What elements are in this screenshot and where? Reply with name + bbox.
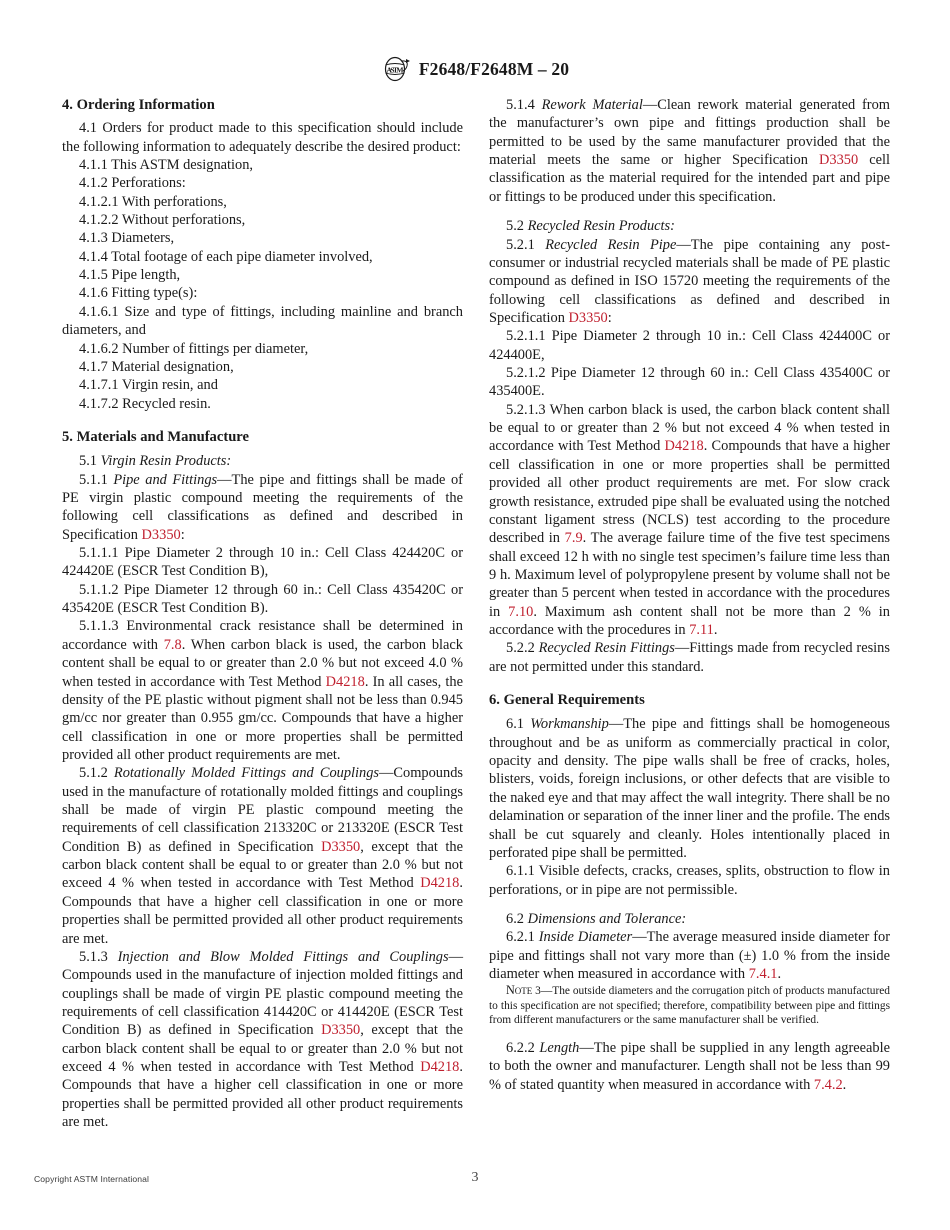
cross-reference-link[interactable]: D3350 [568, 309, 608, 326]
clause-title: Recycled Resin Fittings [538, 640, 675, 657]
clause-body: —The pipe and fittings shall be homogeneous throughout and be as uniform as commercially practical in color, opacity and density. The pipe walls shall be free of cracks, holes, blisters, voids, foreign inclusions, or other defects that are visible to the naked eye and that may affect the wall integrity. There shall be no delamination or separation of the inner liner and the profile. The ends shall be cut squarely and cleanly. Holes intentionally placed in perforated pipe shall be permitted. [489, 716, 890, 861]
cross-reference-link[interactable]: 7.10 [508, 603, 534, 620]
cross-reference-link[interactable]: D4218 [420, 1059, 460, 1076]
cross-reference-link[interactable]: 7.4.1 [748, 966, 778, 983]
clause-body: , except that the carbon black content shall be equal to or greater than 2.0 % but not exceed 4 % when tested in accordance with Test Method [62, 838, 463, 892]
cross-reference-link[interactable]: 7.9 [564, 530, 583, 547]
clause-title: Rework Material [541, 97, 643, 113]
cross-reference-link[interactable]: D3350 [321, 838, 361, 855]
para-5-1 [62, 452, 463, 470]
para-4-1: 4.1 Orders for product made to this specification should include the following information to adequately describe the desired product: [62, 120, 463, 155]
clause-title: Workmanship [530, 716, 609, 733]
para-6-1-1: 6.1.1 Visible defects, cracks, creases, splits, obstruction to flow in perforations, or in pipe are not permissible. [489, 863, 890, 898]
clause-number: 5.2.1 [506, 236, 535, 253]
clause-title: Dimensions and Tolerance: [527, 910, 687, 927]
para-5-2-2 [489, 639, 890, 676]
svg-text:ASTM: ASTM [386, 65, 404, 75]
clause-body: . The average failure time of the five test specimens shall exceed 12 h with no single test specimen’s failure time less than 9 h. Maximum level of polypropylene present by volume shall not be greater than 5 percent when tested in accordance with the procedures in [489, 530, 890, 620]
cross-reference-link[interactable]: D4218 [420, 875, 460, 892]
clause-body: 5.1.1.3 Environmental crack resistance shall be determined in accordance with [62, 618, 463, 653]
para-4-1-3: 4.1.3 Diameters, [79, 230, 175, 247]
section-6-heading: 6. General Requirements [489, 692, 645, 709]
clause-body: . Compounds that have a higher cell classification in one or more properties shall be permitted provided all other product requirements are met. For slow crack growth resistance, extruded pipe shall be evaluated using the notched constant ligament stress (NCLS) test according to the procedure described in [489, 438, 890, 547]
para-5-1-2 [62, 764, 463, 948]
clause-body: —Fittings made from recycled resins are not permitted under this standard. [489, 640, 890, 675]
cross-reference-link[interactable]: 7.4.2 [813, 1076, 843, 1093]
clause-body: —Compounds used in the manufacture of injection molded fittings and couplings shall be made of virgin PE plastic compound meeting the requirements of cell classification 414420C or 414420E (ESCR Test Condition B) as defined in Specification [62, 948, 463, 1039]
clause-body: —Compounds used in the manufacture of rotationally molded fittings and couplings shall be made of virgin PE plastic compound meeting the requirements of cell classification 213320C or 213320E (ESCR Test Condition B) as defined in Specification [62, 765, 463, 855]
clause-number: 6.2 [506, 910, 524, 927]
clause-body: . When carbon black is used, the carbon black content shall be equal to or greater than 2.0 % but not exceed 4.0 % when tested in accordance with Test Method [62, 636, 463, 690]
para-5-1-3 [62, 948, 463, 1132]
clause-body: —The average measured inside diameter for pipe and fittings shall not vary more than (±) 1.0 % from the inside diameter when measured in accordance with [489, 929, 890, 983]
para-5-2-1-1: 5.2.1.1 Pipe Diameter 2 through 10 in.: Cell Class 424400C or 424400E, [489, 328, 890, 363]
para-4-1-1: 4.1.1 This ASTM designation, [79, 156, 254, 173]
footer-page-number: 3 [471, 1170, 479, 1185]
clause-number: 6.1 [506, 716, 524, 733]
clause-number: 5.2.2 [506, 640, 535, 657]
two-column-body [62, 96, 890, 1151]
clause-title: Injection and Blow Molded Fittings and Couplings [117, 948, 449, 965]
para-6-2-2 [489, 1039, 890, 1094]
para-5-2-1 [489, 236, 890, 328]
page-header [0, 56, 950, 82]
clause-body-tail: . Compounds that have a higher cell classification in one or more properties shall be permitted provided all other product requirements are met. [62, 1059, 463, 1131]
para-4-1-2-1: 4.1.2.1 With perforations, [79, 193, 227, 210]
note-label: Note [506, 983, 533, 998]
clause-body: —The pipe and fittings shall be made of PE virgin plastic compound meeting the requirements of the following cell classifications as defined and described in Specification [62, 471, 463, 543]
footer-copyright: Copyright ASTM International [34, 1174, 150, 1184]
cross-reference-link[interactable]: D3350 [321, 1022, 361, 1039]
para-5-1-1-1: 5.1.1.1 Pipe Diameter 2 through 10 in.: Cell Class 424420C or 424420E (ESCR Test Condition B), [62, 545, 463, 580]
clause-body: , except that the carbon black content shall be equal to or greater than 2.0 % but not exceed 4 % when tested in accordance with Test Method [62, 1022, 463, 1076]
para-6-2 [489, 910, 890, 928]
note-3 [489, 983, 890, 1027]
clause-body-tail: . [777, 966, 782, 983]
para-4-1-2: 4.1.2 Perforations: [79, 175, 186, 192]
cross-reference-link[interactable]: D3350 [141, 526, 181, 543]
para-4-1-6-1: 4.1.6.1 Size and type of fittings, including mainline and branch diameters, and [62, 303, 463, 339]
cross-reference-link[interactable]: 7.11 [689, 622, 714, 639]
clause-body-tail: : [180, 526, 185, 543]
clause-body-tail: . [713, 622, 718, 639]
para-4-1-4: 4.1.4 Total footage of each pipe diameter involved, [79, 248, 373, 265]
cross-reference-link[interactable]: D4218 [325, 673, 365, 690]
clause-number: 5.1 [79, 453, 97, 470]
clause-number: 5.1.1 [79, 471, 108, 488]
cross-reference-link[interactable]: D3350 [818, 152, 859, 169]
para-4-1-6: 4.1.6 Fitting type(s): [79, 285, 198, 302]
clause-body: —The pipe shall be supplied in any length agreeable to both the owner and manufacturer. Length shall not be less than 99 % of stated quantity when measured in accordance with [489, 1039, 890, 1093]
clause-body-tail: . [842, 1076, 847, 1093]
clause-number: 6.2.1 [506, 929, 535, 946]
para-5-1-1-3 [62, 617, 463, 764]
para-6-1 [489, 715, 890, 862]
clause-number: 6.2.2 [506, 1039, 535, 1056]
clause-body-tail: : [607, 309, 612, 326]
clause-number: 5.1.4 [506, 97, 535, 113]
standard-designation-title: F2648/F2648M – 20 [418, 58, 570, 79]
section-4-heading: 4. Ordering Information [62, 97, 215, 113]
para-6-2-1 [489, 928, 890, 983]
astm-logo-icon [381, 56, 411, 82]
clause-number: 5.2 [506, 218, 524, 235]
clause-title: Pipe and Fittings [113, 471, 218, 488]
clause-number: 5.1.2 [79, 765, 108, 782]
para-4-1-2-2: 4.1.2.2 Without perforations, [79, 212, 246, 229]
clause-title: Rotationally Molded Fittings and Couplings [113, 765, 380, 782]
para-4-1-7-1: 4.1.7.1 Virgin resin, and [79, 377, 218, 394]
para-5-2 [489, 217, 890, 235]
clause-title: Recycled Resin Pipe [545, 236, 677, 253]
para-5-1-1-2: 5.1.1.2 Pipe Diameter 12 through 60 in.: Cell Class 435420C or 435420E (ESCR Test Condition B). [62, 581, 463, 617]
cross-reference-link[interactable]: D4218 [664, 438, 704, 455]
para-4-1-5: 4.1.5 Pipe length, [79, 267, 181, 284]
clause-body-tail: . In all cases, the density of the PE plastic without pigment shall not be less than 0.945 gm/cc nor greater than 0.955 gm/cc. Compounds that have a higher cell classification in one or more properties shall be permitted provided all other product requirements are met. [62, 673, 463, 763]
clause-number: 5.1.3 [79, 948, 108, 965]
para-5-2-1-2: 5.2.1.2 Pipe Diameter 12 through 60 in.: Cell Class 435400C or 435400E. [489, 365, 890, 400]
para-5-2-1-3 [489, 401, 890, 640]
clause-title: Length [539, 1039, 580, 1056]
clause-body: . Maximum ash content shall not be more than 2 % in accordance with the procedures in [489, 603, 890, 639]
clause-title: Virgin Resin Products: [100, 453, 232, 470]
para-4-1-6-2: 4.1.6.2 Number of fittings per diameter, [79, 340, 309, 357]
clause-body-tail: cell classification as the material required for the intended part and pipe or fittings to be produced under this specification. [489, 152, 891, 205]
para-5-1-1 [62, 471, 463, 544]
left-column [62, 96, 463, 1132]
para-4-1-7-2: 4.1.7.2 Recycled resin. [79, 395, 211, 412]
cross-reference-link[interactable]: 7.8 [163, 636, 182, 653]
clause-title: Inside Diameter [538, 929, 633, 946]
para-5-1-4 [489, 96, 890, 206]
section-5-heading: 5. Materials and Manufacture [62, 428, 249, 445]
clause-body: —Clean rework material generated from the manufacturer’s own pipe and fittings production shall be permitted to be used by the same manufacturer provided that the material meets the same or higher Specification [489, 97, 890, 169]
note-body: 3—The outside diameters and the corrugation pitch of products manufactured to this specification are not specified; therefore, compatibility between pipe and fittings from different manufacturers or the same manufacturer shall be verified. [489, 985, 890, 1027]
clause-body: —The pipe containing any post-consumer or industrial recycled materials shall be made of PE plastic compound as defined in ISO 15720 meeting the requirements of the following cell classifications as defined and described in Specification [489, 236, 890, 326]
clause-title: Recycled Resin Products: [527, 218, 675, 235]
clause-body: 5.2.1.3 When carbon black is used, the carbon black content shall be equal to or greater than 2 % but not exceed 4 % when tested in accordance with Test Method [489, 401, 890, 455]
para-4-1-7: 4.1.7 Material designation, [79, 358, 234, 375]
right-column [489, 96, 890, 1094]
clause-body-tail: . Compounds that have a higher cell classification in one or more properties shall be permitted provided all other product requirements are met. [62, 875, 463, 947]
